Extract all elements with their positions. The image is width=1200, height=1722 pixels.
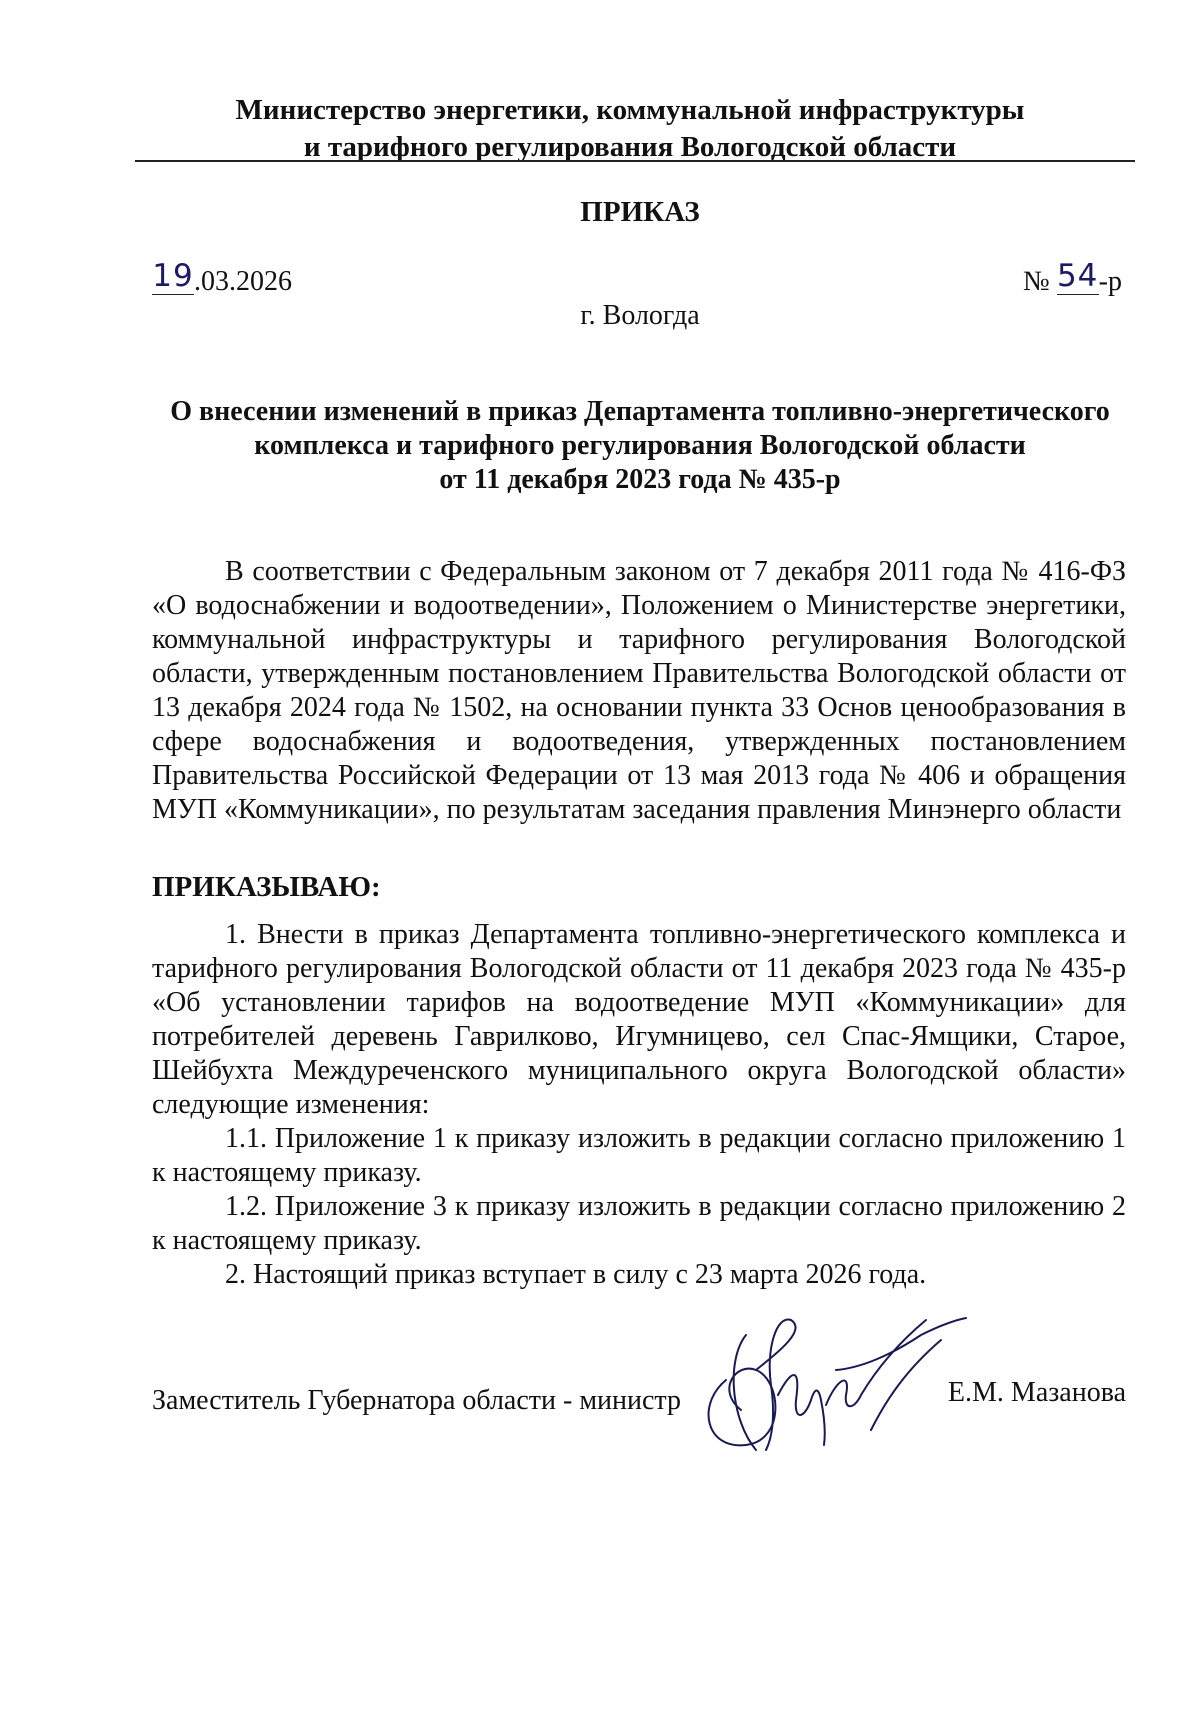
title-line-3: от 11 декабря 2023 года № 435-р — [439, 464, 841, 495]
signer-position: Заместитель Губернатора области - министр — [152, 1385, 681, 1416]
handwritten-signature — [686, 1310, 986, 1460]
order-date — [152, 258, 292, 299]
ministry-line-1: Министерство энергетики, коммунальной инфраструктуры — [235, 94, 1025, 126]
item-2: 2. Настоящий приказ вступает в силу с 23 марта 2026 года. — [225, 1259, 927, 1290]
order-number — [1022, 258, 1122, 299]
header-divider — [135, 160, 1135, 162]
number-sign: № — [1022, 266, 1050, 297]
item-1-2: 1.2. Приложение 3 к приказу изложить в редакции согласно приложению 2 к настоящему приказу. — [152, 1191, 1126, 1256]
order-title — [140, 395, 1140, 497]
date-rest: .03.2026 — [194, 266, 292, 297]
ministry-line-2: и тарифного регулирования Вологодской области — [303, 131, 957, 163]
title-line-2: комплекса и тарифного регулирования Вологодской области — [254, 430, 1026, 461]
document-type: ПРИКАЗ — [580, 196, 700, 228]
handwritten-day: 19 — [152, 258, 194, 294]
number-suffix: -р — [1098, 266, 1122, 297]
order-items — [152, 918, 1126, 1292]
order-word — [152, 870, 1126, 905]
ministry-header — [130, 92, 1130, 166]
title-line-1: О внесении изменений в приказ Департамента топливно-энергетического — [170, 396, 1110, 427]
handwritten-number: 54 — [1056, 258, 1099, 294]
preamble-paragraph: В соответствии с Федеральным законом от 7 декабря 2011 года № 416-ФЗ «О водоснабжении и водоотведении», Положением о Министерстве энергетики, коммунальной инфраструктуры и тарифного регулирования Вологодской области, утвержденным постановлением Правительства Вологодской области от 13 декабря 2024 года № 1502, на основании пункта 33 Основ ценообразования в сфере водоснабжения и водоотведения, утвержденных постановлением Правительства Российской Федерации от 13 мая 2013 года № 406 и обращения МУП «Коммуникации», по результатам заседания правления Минэнерго области — [152, 556, 1126, 825]
item-1-1: 1.1. Приложение 1 к приказу изложить в редакции согласно приложению 1 к настоящему приказу. — [152, 1123, 1126, 1188]
signer-name: Е.М. Мазанова — [947, 1377, 1126, 1408]
order-word-text: ПРИКАЗЫВАЮ: — [152, 871, 381, 903]
item-1: 1. Внести в приказ Департамента топливно-энергетического комплекса и тарифного регулирования Вологодской области от 11 декабря 2023 года № 435-р «Об установлении тарифов на водоотведение МУП «Коммуникации» для потребителей деревень Гаврилково, Игумницево, сел Спас-Ямщики, Старое, Шейбухта Междуреченского муниципального округа Вологодской области» следующие изменения: — [152, 919, 1126, 1120]
city: г. Вологда — [580, 300, 700, 331]
